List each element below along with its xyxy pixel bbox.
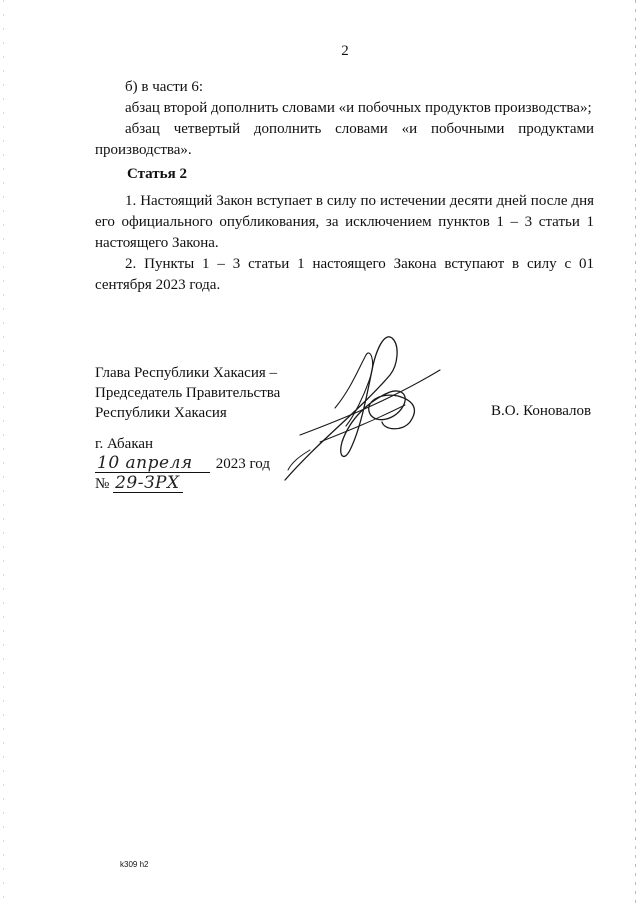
paragraph-second-amendment: абзац второй дополнить словами «и побочных продуктов производства»; bbox=[125, 100, 592, 116]
article-heading: Статья 2 bbox=[127, 166, 187, 182]
city-name: г. Абакан bbox=[95, 436, 154, 452]
footer-code: k309 h2 bbox=[120, 860, 149, 869]
scan-edge-right bbox=[635, 0, 636, 905]
date-fill-field bbox=[95, 455, 210, 473]
scan-edge-left bbox=[3, 0, 4, 905]
handwritten-number: 29-ЗРХ bbox=[115, 473, 180, 493]
page-number: 2 bbox=[341, 43, 349, 59]
article-clause-2: 2. Пункты 1 – 3 статьи 1 настоящего Закона вступают в силу с 01 сентября 2023 года. bbox=[95, 256, 594, 293]
signing-date bbox=[95, 455, 270, 473]
handwritten-signature bbox=[280, 330, 445, 490]
article-clause-1: 1. Настоящий Закон вступает в силу по истечении десяти дней после дня его официального опубликования, за исключением пунктов 1 – 3 статьи 1 настоящего Закона. bbox=[95, 193, 594, 251]
signatory-title-line-1: Глава Республики Хакасия – bbox=[95, 365, 278, 381]
signatory-title bbox=[95, 363, 280, 423]
number-sign: № bbox=[95, 476, 110, 492]
number-fill-field bbox=[113, 475, 183, 493]
paragraph-fourth-amendment: абзац четвертый дополнить словами «и побочными продуктами производства». bbox=[95, 121, 594, 158]
law-number bbox=[95, 475, 185, 493]
handwritten-date: 10 апреля bbox=[97, 453, 193, 473]
signatory-name: В.О. Коновалов bbox=[491, 403, 592, 419]
year-label: 2023 год bbox=[215, 456, 270, 472]
subitem-b: б) в части 6: bbox=[125, 79, 204, 95]
signatory-title-line-3: Республики Хакасия bbox=[95, 405, 227, 421]
signatory-title-line-2: Председатель Правительства bbox=[95, 385, 281, 401]
